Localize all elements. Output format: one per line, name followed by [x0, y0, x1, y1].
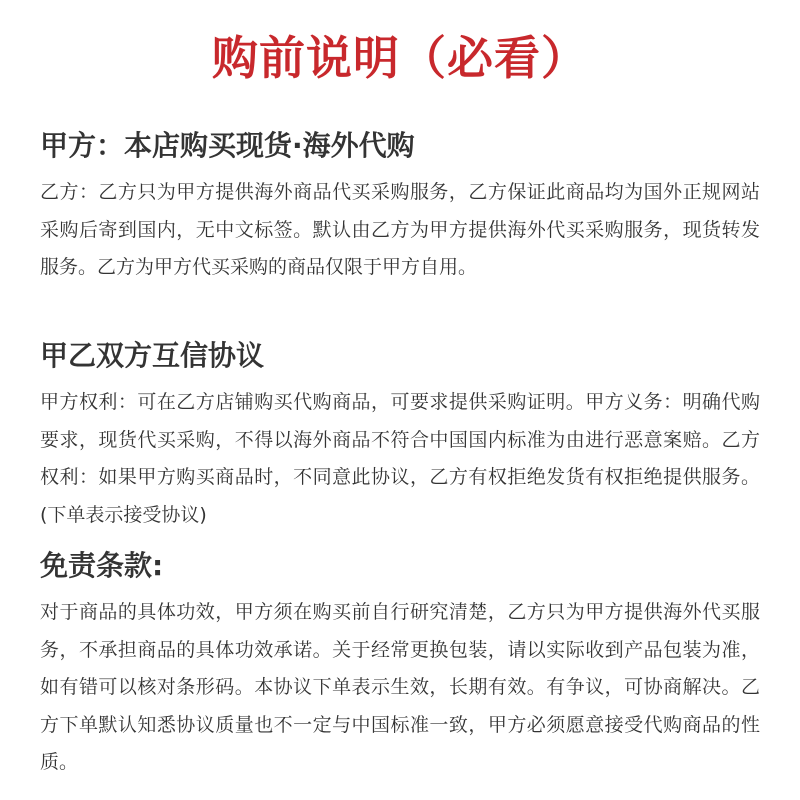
section-body: 甲方权利：可在乙方店铺购买代购商品，可要求提供采购证明。甲方义务：明确代购要求，现货代买采购，不得以海外商品不符合中国国内标准为由进行恶意案赔。乙方权利：如果甲方购买商品时，不同意此协议，乙方有权拒绝发货有权拒绝提供服务。(下单表示接受协议) — [40, 391, 760, 526]
section-body: 对于商品的具体功效，甲方须在购买前自行研究清楚，乙方只为甲方提供海外代买服务，不承担商品的具体功效承诺。关于经常更换包装，请以实际收到产品包装为准，如有错可以核对条形码。本协议下单表示生效，长期有效。有争议，可协商解决。乙方下单默认知悉协议质量也不一定与中国标准一致，甲方必须愿意接受代购商品的性质。 — [40, 601, 760, 773]
section-mutual-agreement — [40, 338, 760, 534]
section-heading: 免责条款: — [40, 549, 164, 582]
section-party-a — [40, 128, 760, 287]
page-title: 购前说明（必看） — [212, 31, 588, 85]
section-heading: 甲乙双方互信协议 — [40, 339, 265, 372]
section-body: 乙方：乙方只为甲方提供海外商品代买采购服务，乙方保证此商品均为国外正规网站采购后寄到国内，无中文标签。默认由乙方为甲方提供海外代买采购服务，现货转发服务。乙方为甲方代买采购的商品仅限于甲方自用。 — [40, 181, 760, 278]
section-heading: 甲方：本店购买现货·海外代购 — [40, 129, 415, 162]
section-disclaimer — [40, 548, 760, 782]
